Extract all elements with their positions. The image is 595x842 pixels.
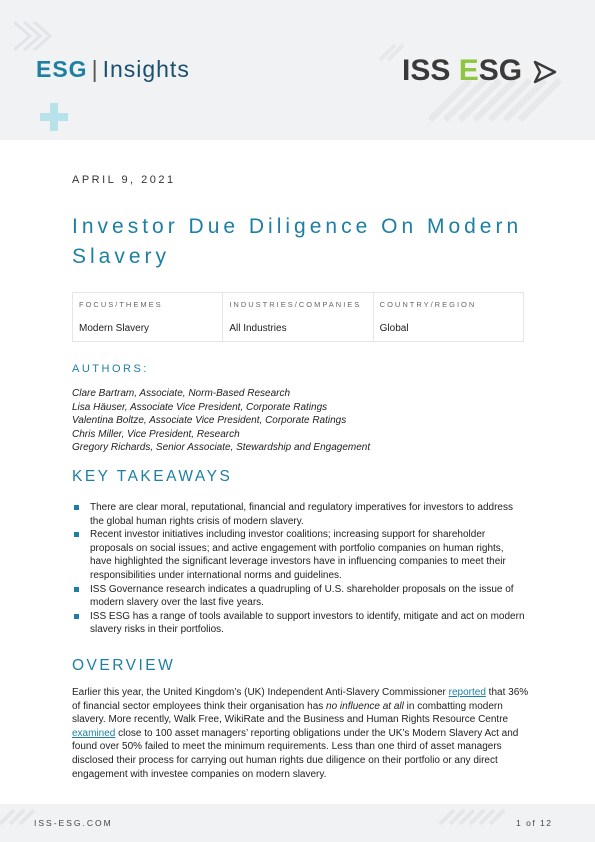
bullet-icon: [74, 505, 79, 510]
overview-heading: OVERVIEW: [72, 657, 176, 674]
meta-country-value: Global: [379, 323, 409, 334]
meta-country-heading: COUNTRY/REGION: [379, 300, 477, 309]
meta-focus-heading: FOCUS/THEMES: [79, 300, 163, 309]
logo-e: E: [458, 54, 479, 87]
meta-country: [374, 293, 523, 341]
page-header: [0, 0, 595, 140]
bullet-icon: [74, 587, 79, 592]
plus-icon: [40, 103, 68, 131]
examined-link[interactable]: examined: [72, 727, 116, 739]
logo-iss: ISS: [402, 54, 459, 87]
meta-industries-heading: INDUSTRIES/COMPANIES: [229, 300, 362, 309]
overview-text: that 36% of financial sector employees think their organisation has: [72, 687, 529, 712]
meta-focus-value: Modern Slavery: [79, 323, 150, 334]
author-item: Lisa Häuser, Associate Vice President, Corporate Ratings: [72, 401, 328, 413]
iss-esg-logo: [402, 54, 522, 88]
takeaway-item: [72, 610, 527, 637]
logo-arrow-icon: [532, 59, 558, 85]
overview-paragraph: [72, 686, 532, 781]
overview-emphasis: no influence at all: [326, 700, 404, 712]
page-title: Investor Due Diligence On Modern Slavery: [72, 215, 523, 268]
overview-text: Earlier this year, the United Kingdom’s (UK) Independent Anti-Slavery Commissioner: [72, 687, 449, 698]
meta-industries: [223, 293, 373, 341]
publication-date: APRIL 9, 2021: [72, 174, 176, 186]
brand-left: [36, 56, 190, 83]
takeaway-item: [72, 501, 527, 528]
author-item: Gregory Richards, Senior Associate, Stewardship and Engagement: [72, 442, 371, 454]
footer-site[interactable]: ISS-ESG.COM: [34, 818, 113, 828]
brand-separator: |: [91, 56, 99, 82]
bullet-icon: [74, 614, 79, 619]
page-number: 1 of 12: [516, 818, 553, 828]
overview-text: close to 100 asset managers’ reporting obligations under the UK’s Modern Slavery Act and found over 50% failed to meet the minimum requirements. Less than one third of asset managers disclosed their process for carrying out human rights due diligence on their portfolio or any direct engagement with investee companies on modern slavery.: [72, 727, 519, 780]
overview-text: in combatting modern slavery. More recently, Walk Free, WikiRate and the Business and Human Rights Resource Centre: [72, 700, 509, 726]
meta-industries-value: All Industries: [229, 323, 287, 334]
key-takeaways-heading: KEY TAKEAWAYS: [72, 468, 233, 485]
takeaway-item: [72, 528, 527, 582]
brand-esg: ESG: [36, 56, 88, 82]
authors-heading: AUTHORS:: [72, 363, 149, 375]
takeaways-list: [72, 501, 527, 637]
brand-insights: Insights: [102, 56, 190, 82]
takeaway-text: ISS ESG has a range of tools available to support investors to identify, mitigate and act on modern slavery risks in their portfolios.: [90, 610, 525, 636]
author-item: Valentina Boltze, Associate Vice President, Corporate Ratings: [72, 415, 347, 427]
meta-table: [72, 292, 524, 342]
page-footer: [0, 804, 595, 842]
takeaway-item: [72, 583, 527, 610]
logo-sg: SG: [478, 54, 523, 87]
author-item: Clare Bartram, Associate, Norm-Based Research: [72, 388, 291, 399]
bullet-icon: [74, 532, 79, 537]
takeaway-text: There are clear moral, reputational, financial and regulatory imperatives for investors to address the global human rights crisis of modern slavery.: [90, 502, 513, 527]
author-item: Chris Miller, Vice President, Research: [72, 428, 240, 440]
authors-list: [72, 387, 370, 455]
meta-focus: [73, 293, 223, 341]
takeaway-text: Recent investor initiatives including investor coalitions; increasing support for shareholder proposals on social issues; and active engagement with portfolio companies on human rights, have highlighted the significant leverage investors have in influencing companies to meet their responsibilities under international norms and guidelines.: [90, 529, 506, 581]
reported-link[interactable]: reported: [448, 687, 486, 698]
takeaway-text: ISS Governance research indicates a quadrupling of U.S. shareholder proposals on the issue of modern slavery over the last five years.: [90, 583, 514, 609]
